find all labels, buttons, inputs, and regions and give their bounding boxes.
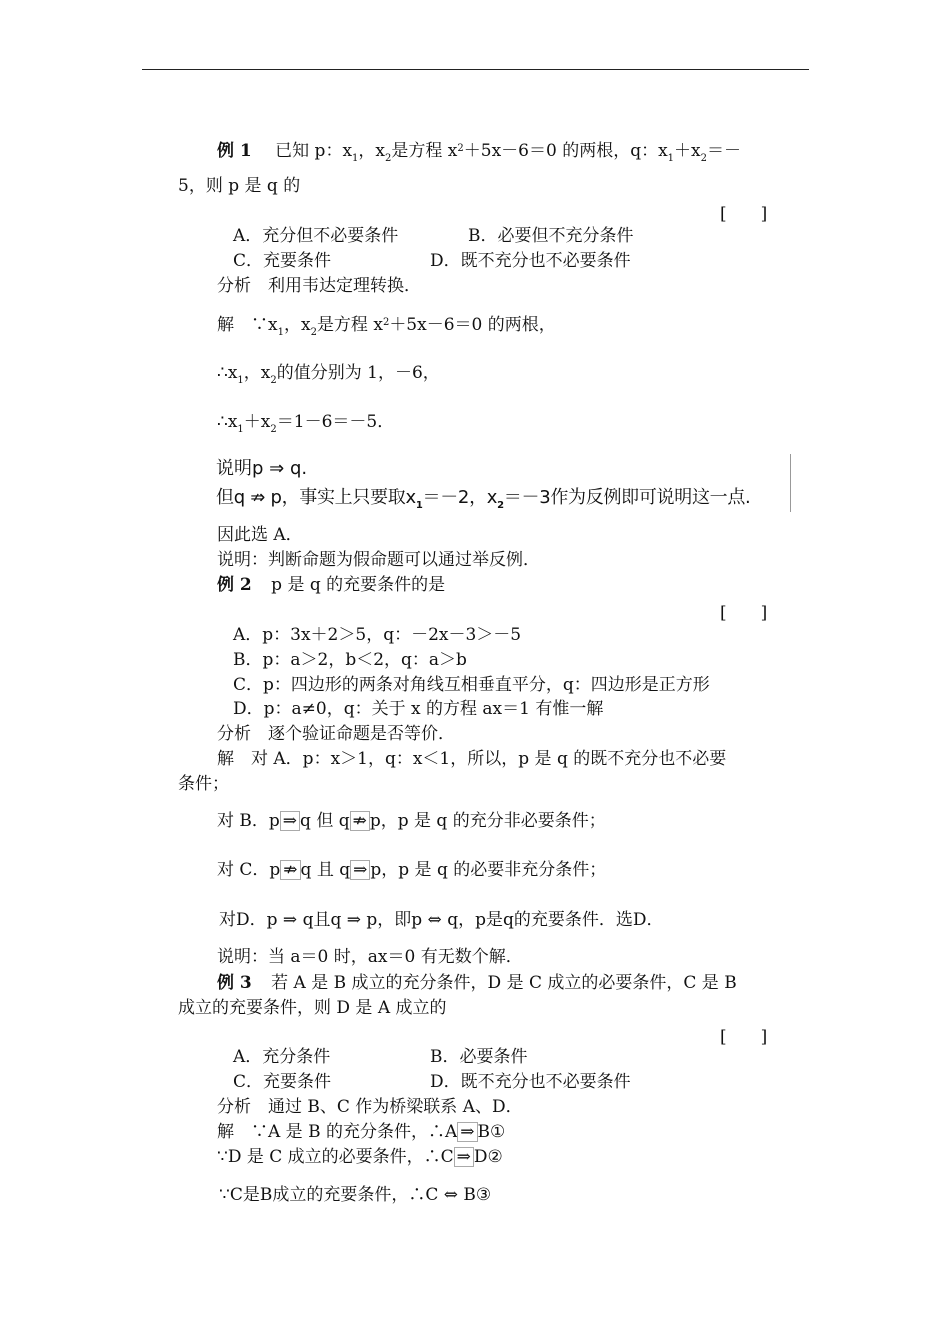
- example3-option-c: C．充要条件: [233, 1072, 332, 1092]
- example1-solution-line2: $\therefore x_1$，$x_2$的值分别为 1，－6，: [217, 363, 440, 386]
- not-implies-symbol: ⇏: [280, 860, 300, 880]
- header-rule: [142, 69, 809, 70]
- example2-option-b: B．p：a＞2，b＜2，q：a＞b: [233, 650, 467, 670]
- example1-answer-bracket: [ ]: [720, 204, 768, 224]
- example3-solution-line1: 解 ∵A 是 B 的充分条件，∴A ⇒ B①: [217, 1122, 506, 1142]
- example3-question-cont: 成立的充要条件，则 D 是 A 成立的: [178, 998, 447, 1018]
- example3-question: 例 3 若 A 是 B 成立的充分条件，D 是 C 成立的必要条件，C 是 B: [217, 973, 737, 993]
- example2-label: 例 2: [217, 575, 252, 595]
- example1-solution-line3: $\therefore x_1+x_2=1-6=-5$．: [217, 412, 395, 435]
- example3-analysis: 分析 通过 B、C 作为桥梁联系 A、D．: [217, 1097, 523, 1117]
- example1-question-cont: 5，则 p 是 q 的: [178, 176, 301, 196]
- example2-analysis: 分析 逐个验证命题是否等价．: [217, 724, 455, 744]
- example1-note-line1: 说明p ⇒ q.: [216, 458, 308, 479]
- example3-option-b: B．必要条件: [430, 1047, 528, 1067]
- example1-option-b: B．必要但不充分条件: [468, 226, 634, 246]
- example1-analysis: 分析 利用韦达定理转换．: [217, 276, 421, 296]
- example3-option-d: D．既不充分也不必要条件: [430, 1072, 631, 1092]
- example2-option-a: A．p：3x＋2＞5，q：－2x－3＞－5: [233, 625, 522, 645]
- example1-question: 例 1 已知 p：$x_1$，$x_2$是方程 $x^2+5x-6=0$ 的两根，q：$x_1+x_2=-$: [217, 141, 742, 164]
- example1-remark: 说明：判断命题为假命题可以通过举反例．: [217, 550, 540, 570]
- example1-note-box: [214, 454, 791, 512]
- example3-answer-bracket: [ ]: [720, 1027, 768, 1047]
- example2-remark: 说明：当 a＝0 时，ax＝0 有无数个解．: [217, 947, 523, 967]
- example1-option-c: C．充要条件: [233, 251, 332, 271]
- example2-solution-d: 对D．p ⇒ q且q ⇒ p，即p ⇔ q，p是q的充要条件．选D．: [219, 910, 664, 930]
- implies-symbol: ⇒: [454, 1147, 474, 1167]
- example2-answer-bracket: [ ]: [720, 603, 768, 623]
- implies-symbol: ⇒: [280, 811, 300, 831]
- example1-choose: 因此选 A．: [217, 525, 303, 545]
- example2-option-d: D．p：a≠0，q：关于 x 的方程 ax＝1 有惟一解: [233, 699, 604, 719]
- example2-solution-c: 对 C．p ⇏ q 且 q ⇒ p，p 是 q 的必要非充分条件；: [217, 860, 607, 880]
- example2-option-c: C．p：四边形的两条对角线互相垂直平分，q：四边形是正方形: [233, 675, 710, 695]
- example2-solution-a-cont: 条件；: [178, 774, 229, 794]
- implies-symbol: ⇒: [350, 860, 370, 880]
- example2-solution-a: 解 对 A．p：x＞1，q：x＜1，所以，p 是 q 的既不充分也不必要: [217, 749, 727, 769]
- not-implies-symbol: ⇏: [350, 811, 370, 831]
- example1-label: 例 1: [217, 141, 252, 161]
- example1-option-a: A．充分但不必要条件: [233, 226, 399, 246]
- example1-solution-line1: 解 $\because x_1$，$x_2$是方程 $x^2+5x-6=0$ 的两根，: [217, 315, 556, 338]
- example1-option-d: D．既不充分也不必要条件: [430, 251, 631, 271]
- implies-symbol: ⇒: [457, 1122, 477, 1142]
- example3-label: 例 3: [217, 973, 252, 993]
- example1-note-line2: 但q ⇏ p，事实上只要取$x_1=-2$，$x_2=-3$作为反例即可说明这一点.: [216, 487, 751, 511]
- example3-option-a: A．充分条件: [233, 1047, 331, 1067]
- example3-solution-line3: ∵C是B成立的充要条件，∴C ⇔ B③: [219, 1185, 492, 1205]
- example2-question: 例 2 p 是 q 的充要条件的是: [217, 575, 446, 595]
- example2-solution-b: 对 B．p ⇒ q 但 q ⇏ p，p 是 q 的充分非必要条件；: [217, 811, 606, 831]
- example3-solution-line2: ∵D 是 C 成立的必要条件，∴C ⇒ D②: [217, 1147, 503, 1167]
